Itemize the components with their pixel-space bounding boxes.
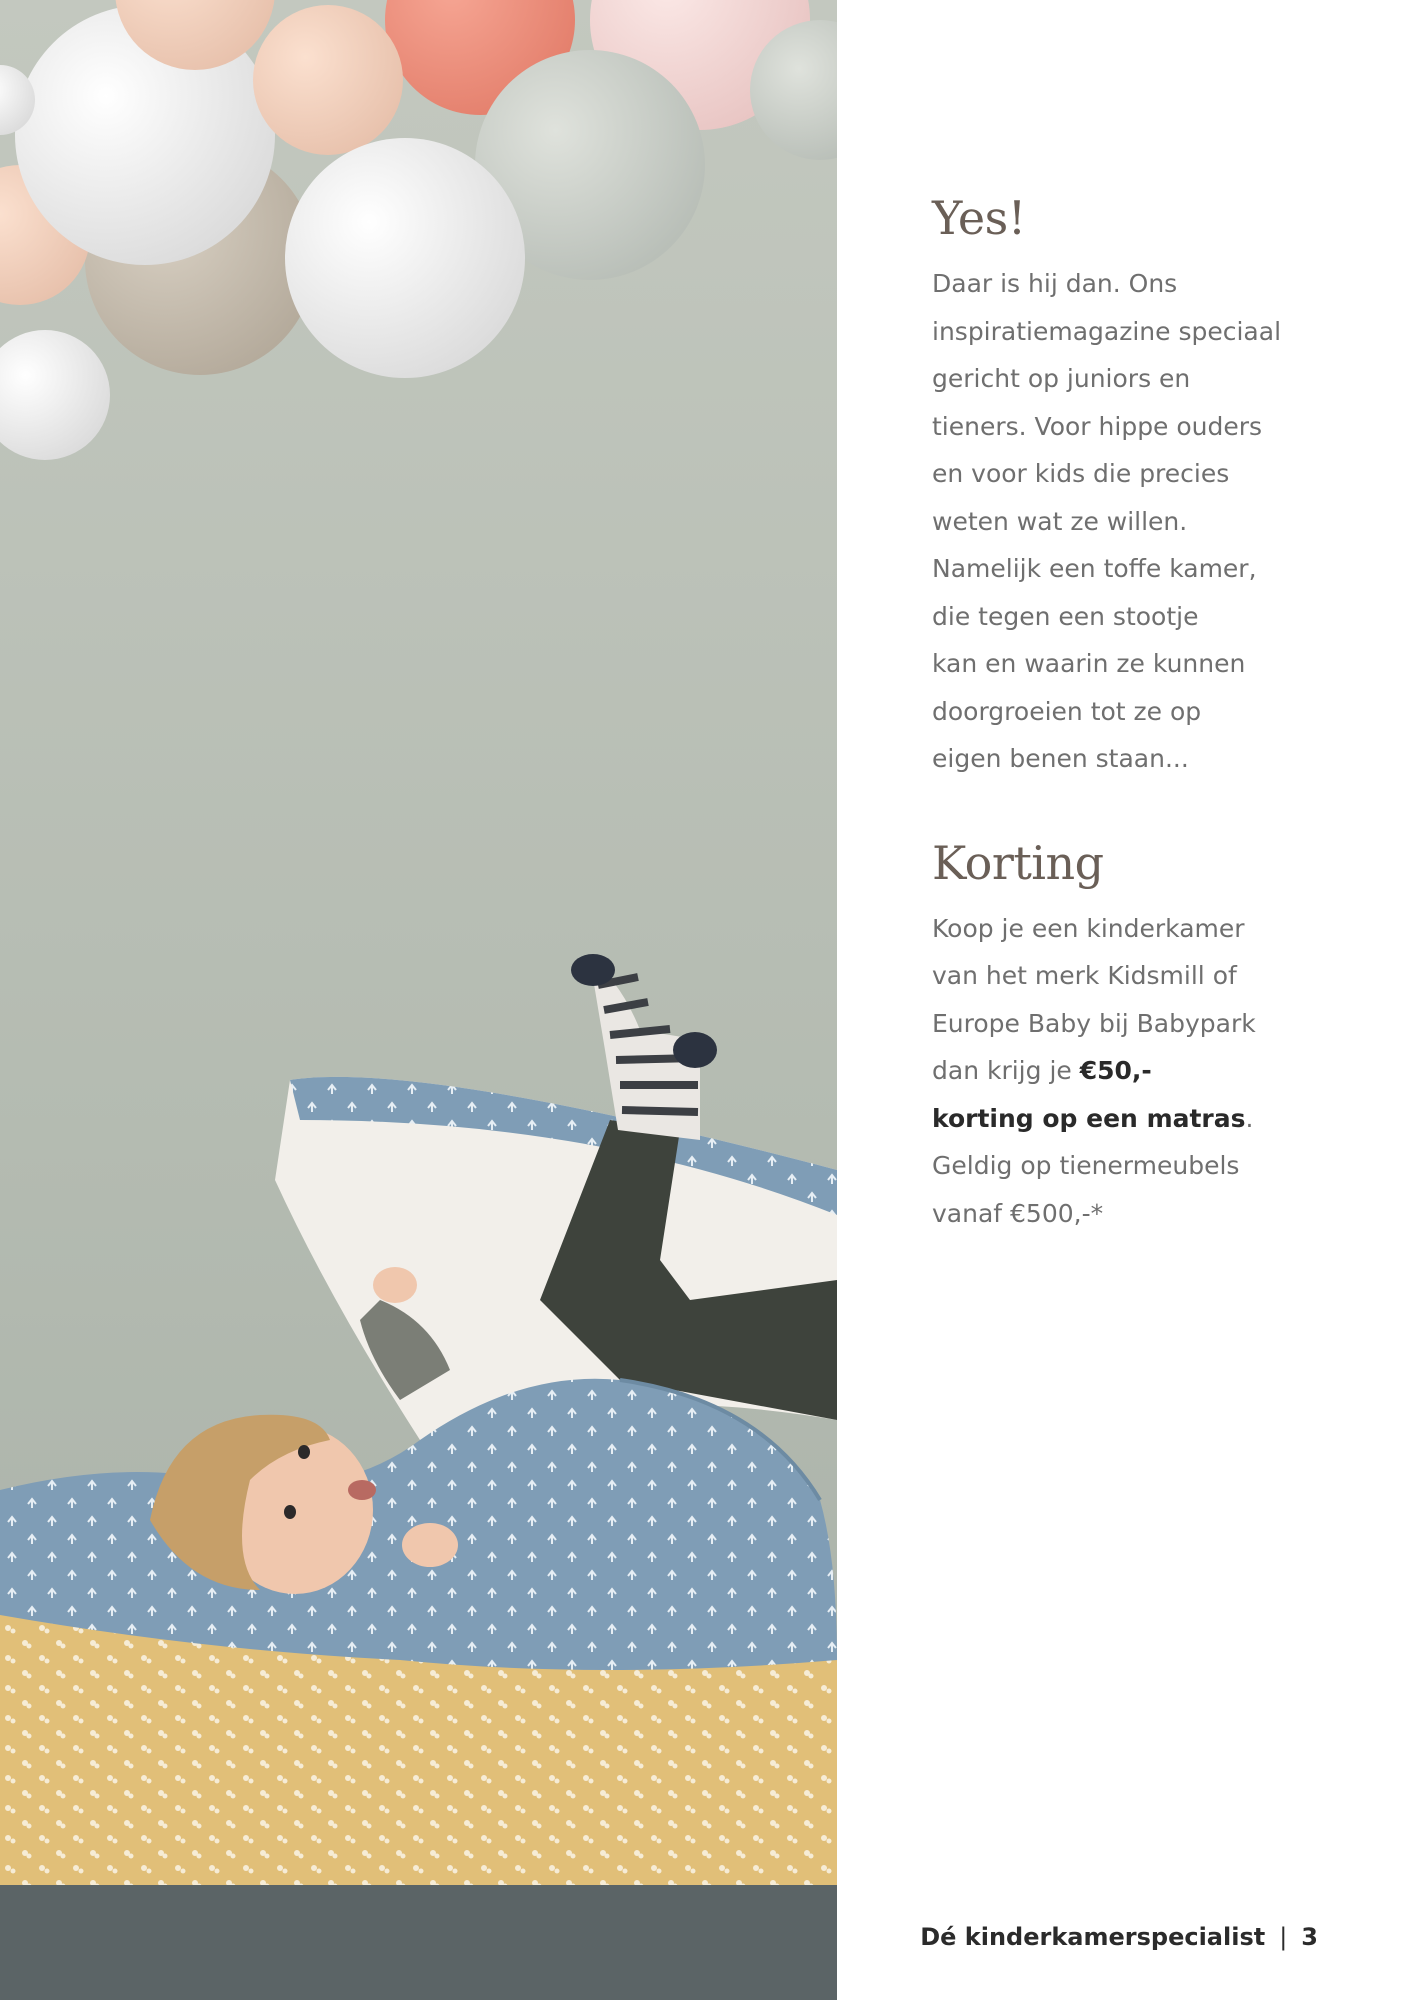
page-footer: [920, 1923, 1318, 1951]
text-line: gericht op juniors en: [932, 364, 1191, 393]
section-heading: Korting: [932, 835, 1104, 890]
discount-paragraph: [932, 905, 1352, 1238]
text-line: inspiratiemagazine speciaal: [932, 316, 1282, 346]
text-line: kan en waarin ze kunnen: [932, 649, 1246, 678]
discount-amount: €50,-: [1079, 1056, 1152, 1085]
footer-separator: |: [1279, 1923, 1288, 1951]
text-fragment: .: [1245, 1103, 1254, 1133]
text-line: die tegen een stootje: [932, 601, 1199, 631]
text-line: Europe Baby bij Babypark: [932, 1008, 1256, 1038]
section-yes: [932, 190, 1352, 783]
text-line: van het merk Kidsmill of: [932, 961, 1237, 990]
text-line: [932, 1095, 1352, 1143]
page-number: 3: [1301, 1923, 1318, 1951]
text-line: [932, 1047, 1352, 1095]
section-heading: Yes!: [932, 191, 1026, 245]
text-line: Koop je een kinderkamer: [932, 913, 1245, 943]
text-line: Namelijk een toffe kamer,: [932, 554, 1257, 583]
text-line: Daar is hij dan. Ons: [932, 269, 1178, 298]
text-line: en voor kids die precies: [932, 459, 1230, 488]
section-korting: [932, 835, 1352, 1238]
text-line: Geldig op tienermeubels: [932, 1151, 1240, 1180]
intro-paragraph: [932, 260, 1352, 783]
text-line: tieners. Voor hippe ouders: [932, 411, 1263, 441]
text-line: weten wat ze willen.: [932, 506, 1188, 536]
text-line: doorgroeien tot ze op: [932, 696, 1202, 726]
text-line: eigen benen staan...: [932, 744, 1189, 773]
text-fragment: dan krijg je: [932, 1056, 1080, 1085]
text-line: vanaf €500,-*: [932, 1198, 1104, 1228]
text-column: [932, 190, 1352, 1237]
footer-label: Dé kinderkamerspecialist: [920, 1923, 1266, 1951]
discount-label: korting op een matras: [932, 1103, 1246, 1133]
